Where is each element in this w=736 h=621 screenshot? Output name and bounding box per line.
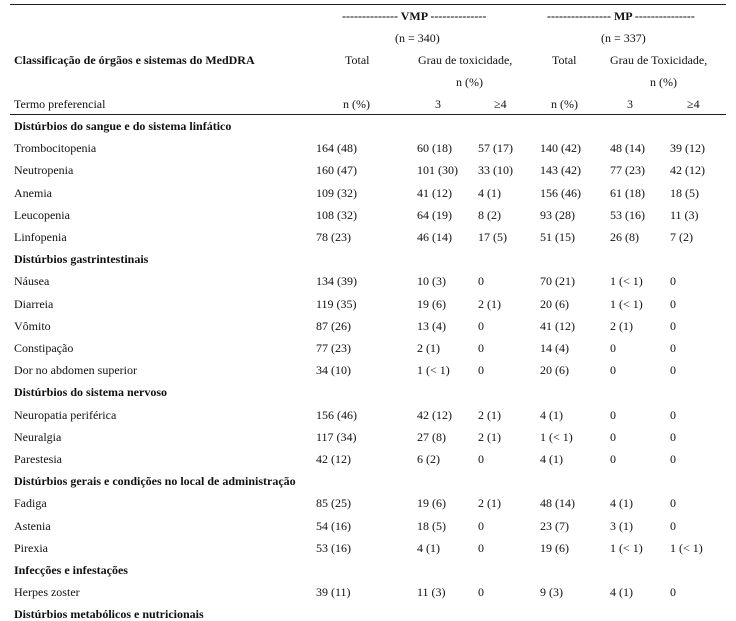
cell-mp-grade4: 0 bbox=[670, 363, 676, 378]
mp-total-unit: n (%) bbox=[551, 97, 578, 111]
cell-vmp-grade3: 60 (18) bbox=[417, 141, 452, 156]
cell-mp-total: 143 (42) bbox=[540, 163, 581, 178]
cell-mp-grade4: 0 bbox=[670, 274, 676, 289]
row-term: Constipação bbox=[14, 341, 74, 355]
cell-mp-grade3: 77 (23) bbox=[610, 163, 645, 178]
vmp-grade-3: 3 bbox=[435, 97, 441, 111]
cell-mp-grade3: 2 (1) bbox=[610, 318, 633, 333]
cell-mp-grade4: 0 bbox=[670, 585, 676, 600]
cell-mp-total: 4 (1) bbox=[540, 407, 563, 422]
section-title: Distúrbios metabólicos e nutricionais bbox=[14, 607, 204, 621]
mp-n: (n = 337) bbox=[601, 31, 646, 45]
cell-vmp-total: 87 (26) bbox=[316, 318, 351, 333]
mp-grade-header: Grau de Toxicidade, bbox=[610, 53, 708, 67]
cell-vmp-total: 53 (16) bbox=[316, 540, 351, 555]
section-title: Distúrbios do sangue e do sistema linfático bbox=[14, 119, 232, 133]
vmp-group-header: -------------- VMP -------------- bbox=[342, 9, 487, 23]
cell-mp-grade3: 0 bbox=[610, 363, 616, 378]
cell-mp-grade3: 1 (< 1) bbox=[610, 274, 643, 289]
row-term: Neuralgia bbox=[14, 429, 62, 444]
cell-mp-total: 140 (42) bbox=[540, 141, 581, 156]
cell-vmp-grade4: 0 bbox=[478, 274, 484, 289]
cell-mp-total: 23 (7) bbox=[540, 518, 569, 533]
row-term: Neutropenia bbox=[14, 163, 74, 178]
cell-vmp-grade4: 2 (1) bbox=[478, 429, 501, 444]
cell-mp-grade4: 42 (12) bbox=[670, 163, 705, 178]
cell-mp-grade4: 0 bbox=[670, 429, 676, 444]
cell-vmp-grade3: 19 (6) bbox=[417, 296, 446, 311]
cell-mp-grade3: 53 (16) bbox=[610, 207, 645, 222]
cell-mp-grade4: 0 bbox=[670, 318, 676, 333]
cell-vmp-grade4: 17 (5) bbox=[478, 230, 507, 244]
cell-mp-total: 20 (6) bbox=[540, 363, 569, 378]
cell-mp-grade3: 0 bbox=[610, 429, 616, 444]
cell-mp-total: 19 (6) bbox=[540, 540, 569, 555]
cell-vmp-grade3: 19 (6) bbox=[417, 496, 446, 511]
cell-mp-total: 1 (< 1) bbox=[540, 429, 573, 444]
cell-mp-total: 70 (21) bbox=[540, 274, 575, 289]
cell-vmp-grade3: 13 (4) bbox=[417, 318, 446, 333]
cell-vmp-total: 134 (39) bbox=[316, 274, 357, 289]
cell-vmp-grade3: 64 (19) bbox=[417, 207, 452, 222]
cell-mp-grade3: 61 (18) bbox=[610, 185, 645, 200]
soc-label: Classificação de órgãos e sistemas do MedDRA bbox=[14, 53, 255, 67]
cell-mp-grade3: 1 (< 1) bbox=[610, 296, 643, 311]
row-term: Diarreia bbox=[14, 296, 54, 311]
cell-vmp-grade4: 33 (10) bbox=[478, 163, 513, 178]
section-title: Infecções e infestações bbox=[14, 563, 128, 577]
vmp-grade-unit: n (%) bbox=[456, 75, 483, 89]
cell-vmp-grade4: 0 bbox=[478, 363, 484, 378]
cell-mp-grade4: 18 (5) bbox=[670, 185, 699, 200]
cell-vmp-grade4: 0 bbox=[478, 341, 484, 355]
cell-vmp-grade3: 46 (14) bbox=[417, 230, 452, 244]
row-term: Dor no abdomen superior bbox=[14, 363, 137, 378]
cell-mp-grade4: 0 bbox=[670, 452, 676, 466]
cell-vmp-grade4: 57 (17) bbox=[478, 141, 513, 156]
cell-vmp-grade3: 18 (5) bbox=[417, 518, 446, 533]
cell-mp-grade3: 0 bbox=[610, 407, 616, 422]
cell-mp-grade3: 3 (1) bbox=[610, 518, 633, 533]
section-title: Distúrbios do sistema nervoso bbox=[14, 385, 168, 400]
pt-label: Termo preferencial bbox=[14, 97, 106, 111]
row-term: Linfopenia bbox=[14, 230, 67, 244]
mp-grade-3: 3 bbox=[627, 97, 633, 111]
cell-vmp-total: 164 (48) bbox=[316, 141, 357, 156]
cell-vmp-total: 160 (47) bbox=[316, 163, 357, 178]
cell-vmp-total: 156 (46) bbox=[316, 407, 357, 422]
row-term: Parestesia bbox=[14, 452, 62, 466]
cell-vmp-grade3: 2 (1) bbox=[417, 341, 440, 355]
cell-mp-grade3: 1 (< 1) bbox=[610, 540, 643, 555]
cell-vmp-grade3: 11 (3) bbox=[417, 585, 446, 600]
top-rule bbox=[10, 4, 726, 5]
cell-mp-total: 14 (4) bbox=[540, 341, 569, 355]
cell-mp-total: 51 (15) bbox=[540, 230, 575, 244]
cell-vmp-total: 85 (25) bbox=[316, 496, 351, 511]
cell-vmp-grade4: 2 (1) bbox=[478, 407, 501, 422]
mp-total-header: Total bbox=[552, 53, 577, 67]
mp-grade-unit: n (%) bbox=[650, 75, 677, 89]
cell-mp-grade4: 39 (12) bbox=[670, 141, 705, 156]
cell-mp-total: 41 (12) bbox=[540, 318, 575, 333]
cell-mp-grade3: 48 (14) bbox=[610, 141, 645, 156]
cell-vmp-total: 42 (12) bbox=[316, 452, 351, 466]
cell-vmp-total: 34 (10) bbox=[316, 363, 351, 378]
cell-vmp-total: 54 (16) bbox=[316, 518, 351, 533]
cell-vmp-grade3: 1 (< 1) bbox=[417, 363, 450, 378]
cell-mp-grade4: 1 (< 1) bbox=[670, 540, 703, 555]
cell-mp-total: 20 (6) bbox=[540, 296, 569, 311]
cell-vmp-grade4: 8 (2) bbox=[478, 207, 501, 222]
cell-mp-grade3: 0 bbox=[610, 452, 616, 466]
cell-mp-total: 93 (28) bbox=[540, 207, 575, 222]
cell-mp-grade4: 0 bbox=[670, 496, 676, 511]
row-term: Fadiga bbox=[14, 496, 47, 511]
cell-vmp-grade3: 27 (8) bbox=[417, 429, 446, 444]
cell-vmp-grade4: 2 (1) bbox=[478, 496, 501, 511]
row-term: Pirexia bbox=[14, 540, 48, 555]
cell-vmp-total: 39 (11) bbox=[316, 585, 351, 600]
cell-mp-total: 48 (14) bbox=[540, 496, 575, 511]
cell-mp-total: 156 (46) bbox=[540, 185, 581, 200]
row-term: Astenia bbox=[14, 518, 51, 533]
cell-vmp-total: 119 (35) bbox=[316, 296, 357, 311]
cell-mp-grade3: 4 (1) bbox=[610, 496, 633, 511]
cell-vmp-total: 78 (23) bbox=[316, 230, 351, 244]
mp-grade-4: ≥4 bbox=[687, 97, 700, 111]
cell-vmp-grade4: 0 bbox=[478, 585, 484, 600]
vmp-n: (n = 340) bbox=[395, 31, 440, 45]
cell-mp-total: 4 (1) bbox=[540, 452, 563, 466]
mp-group-header: ---------------- MP --------------- bbox=[547, 9, 695, 23]
cell-mp-total: 9 (3) bbox=[540, 585, 563, 600]
cell-vmp-grade3: 10 (3) bbox=[417, 274, 446, 289]
row-term: Leucopenia bbox=[14, 207, 70, 222]
header-rule bbox=[10, 114, 726, 115]
cell-vmp-grade3: 4 (1) bbox=[417, 540, 440, 555]
cell-vmp-total: 117 (34) bbox=[316, 429, 357, 444]
cell-vmp-total: 109 (32) bbox=[316, 185, 357, 200]
cell-vmp-total: 108 (32) bbox=[316, 207, 357, 222]
row-term: Anemia bbox=[14, 185, 52, 200]
cell-mp-grade4: 0 bbox=[670, 407, 676, 422]
vmp-grade-header: Grau de toxicidade, bbox=[418, 53, 513, 67]
cell-mp-grade4: 11 (3) bbox=[670, 207, 699, 222]
cell-vmp-total: 77 (23) bbox=[316, 341, 351, 355]
cell-mp-grade4: 7 (2) bbox=[670, 230, 693, 244]
row-term: Trombocitopenia bbox=[14, 141, 97, 156]
row-term: Náusea bbox=[14, 274, 50, 289]
cell-mp-grade4: 0 bbox=[670, 518, 676, 533]
cell-vmp-grade4: 0 bbox=[478, 540, 484, 555]
row-term: Herpes zoster bbox=[14, 585, 80, 600]
section-title: Distúrbios gerais e condições no local de administração bbox=[14, 474, 296, 489]
cell-vmp-grade4: 0 bbox=[478, 452, 484, 466]
cell-vmp-grade4: 2 (1) bbox=[478, 296, 501, 311]
vmp-total-unit: n (%) bbox=[343, 97, 370, 111]
cell-mp-grade4: 0 bbox=[670, 341, 676, 355]
row-term: Neuropatia periférica bbox=[14, 407, 117, 422]
cell-mp-grade3: 4 (1) bbox=[610, 585, 633, 600]
cell-vmp-grade3: 42 (12) bbox=[417, 407, 452, 422]
cell-vmp-grade4: 0 bbox=[478, 318, 484, 333]
cell-mp-grade3: 0 bbox=[610, 341, 616, 355]
cell-vmp-grade3: 6 (2) bbox=[417, 452, 440, 466]
cell-vmp-grade4: 0 bbox=[478, 518, 484, 533]
cell-vmp-grade4: 4 (1) bbox=[478, 185, 501, 200]
row-term: Vômito bbox=[14, 318, 51, 333]
cell-mp-grade4: 0 bbox=[670, 296, 676, 311]
vmp-grade-4: ≥4 bbox=[494, 97, 507, 111]
cell-mp-grade3: 26 (8) bbox=[610, 230, 639, 244]
section-title: Distúrbios gastrintestinais bbox=[14, 252, 149, 267]
cell-vmp-grade3: 101 (30) bbox=[417, 163, 458, 178]
vmp-total-header: Total bbox=[345, 53, 370, 67]
cell-vmp-grade3: 41 (12) bbox=[417, 185, 452, 200]
